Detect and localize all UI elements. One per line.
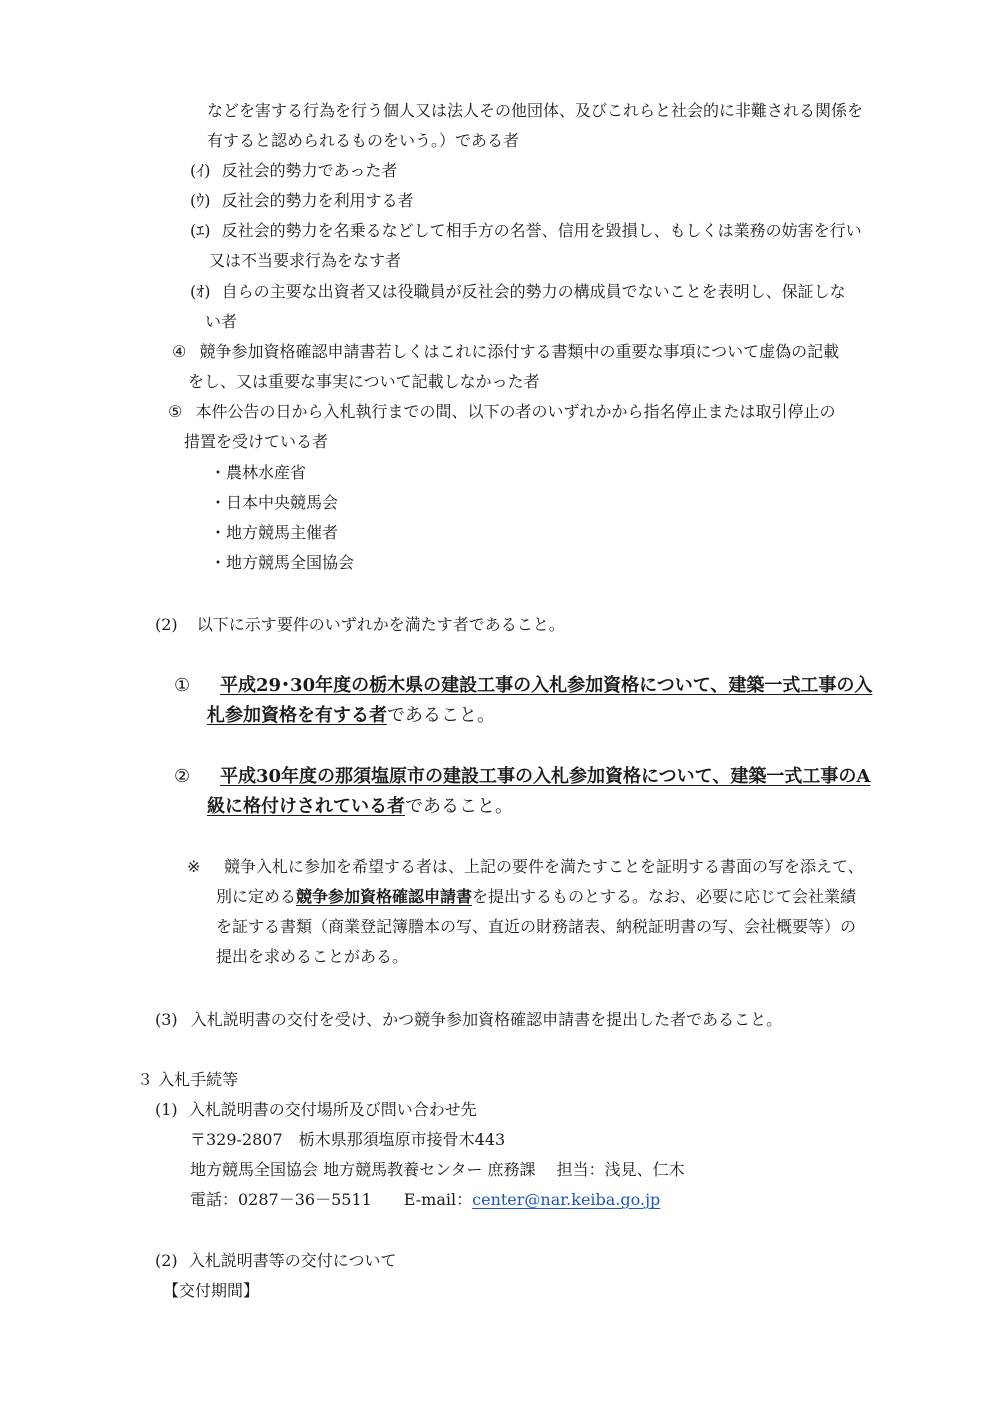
requirement-2-mark: ② xyxy=(174,766,191,787)
subsection-1-mark: (1) xyxy=(155,1100,178,1119)
delivery-period-label: 【交付期間】 xyxy=(163,1281,260,1300)
note-line-2-post: を提出するものとする。なお、必要に応じて会社業績 xyxy=(472,887,857,906)
definition-line-1: などを害する行為を行う個人又は法人その他団体、及びこれらと社会的に非難される関係を xyxy=(207,101,864,120)
section-3 xyxy=(155,1010,782,1030)
section-3-text: 入札説明書の交付を受け、かつ競争参加資格確認申請書を提出した者であること。 xyxy=(190,1010,783,1029)
org-list-item: ・地方競馬主催者 xyxy=(210,523,339,542)
note-line-3: を証する書類（商業登記簿謄本の写、直近の財務諸表、納税証明書の写、会社概要等）の xyxy=(216,917,857,936)
subsection-1 xyxy=(155,1100,477,1120)
definition-line-2: 有すると認められるものをいう。）である者 xyxy=(207,131,520,150)
subitem-u xyxy=(190,191,414,211)
note-line-2-pre: 別に定める xyxy=(216,887,297,906)
subitem-u-text: 反社会的勢力を利用する者 xyxy=(221,191,414,210)
subsection-2-title: 入札説明書等の交付について xyxy=(188,1251,397,1270)
subsection-2-mark: (2) xyxy=(155,1251,178,1270)
requirement-2-rest: であること。 xyxy=(405,796,513,817)
section-2-text: 以下に示す要件のいずれかを満たす者であること。 xyxy=(196,615,565,634)
postal-address: 〒329-2807 栃木県那須塩原市接骨木443 xyxy=(190,1130,506,1149)
subitem-o-text: 自らの主要な出資者又は役職員が反社会的勢力の構成員でないことを表明し、保証しな xyxy=(221,282,846,301)
requirement-1-mark: ① xyxy=(174,675,191,696)
email-link[interactable]: center@nar.keiba.go.jp xyxy=(472,1190,661,1209)
requirement-1-emphasis: 札参加資格を有する者 xyxy=(207,705,387,726)
subitem-i xyxy=(190,161,397,181)
subitem-e-text: 反社会的勢力を名乗るなどして相手方の名誉、信用を毀損し、もしくは業務の妨害を行い xyxy=(221,221,862,240)
requirement-2-line-2 xyxy=(207,795,513,819)
requirement-1-rest: であること。 xyxy=(387,705,495,726)
contact-phone: 電話：0287－36－5511 E-mail： xyxy=(190,1190,473,1209)
org-list-item: ・日本中央競馬会 xyxy=(210,493,339,512)
item-5-line-2: 措置を受けている者 xyxy=(184,432,329,451)
subitem-o-mark: (ｵ) xyxy=(190,282,211,301)
item-4-text: 競争参加資格確認申請書若しくはこれに添付する書類中の重要な事項について虚偽の記載 xyxy=(199,342,840,361)
note-line-4: 提出を求めることがある。 xyxy=(216,947,409,966)
subitem-e-mark: (ｴ) xyxy=(190,221,211,240)
item-5-text: 本件公告の日から入札執行までの間、以下の者のいずれかから指名停止または取引停止の xyxy=(195,402,836,421)
requirement-2-line-1: 平成30年度の那須塩原市の建設工事の入札参加資格について、建築一式工事のA xyxy=(220,766,871,787)
item-5-mark: ⑤ xyxy=(168,402,183,421)
chapter-3-heading: ３ 入札手続等 xyxy=(137,1070,239,1089)
section-2-mark: (2) xyxy=(155,615,178,634)
item-5 xyxy=(168,402,835,422)
note-mark: ※ xyxy=(187,857,201,876)
contact-organization: 地方競馬全国協会 地方競馬教養センター 庶務課 担当：浅見、仁木 xyxy=(190,1160,685,1179)
note-line-2 xyxy=(216,887,856,907)
application-form-emphasis: 競争参加資格確認申請書 xyxy=(296,887,473,906)
contact-phone-email xyxy=(190,1190,660,1210)
note-line-1: 競争入札に参加を希望する者は、上記の要件を満たすことを証明する書面の写を添えて、 xyxy=(224,857,864,876)
requirement-2-emphasis: 級に格付けされている者 xyxy=(207,796,405,817)
subsection-1-title: 入札説明書の交付場所及び問い合わせ先 xyxy=(188,1100,477,1119)
subitem-o xyxy=(190,282,846,302)
item-4-line-2: をし、又は重要な事実について記載しなかった者 xyxy=(188,372,540,391)
org-list-item: ・農林水産省 xyxy=(210,463,307,482)
subitem-u-mark: (ｳ) xyxy=(190,191,211,210)
subitem-o-line-2: い者 xyxy=(205,312,238,331)
subitem-e-line-2: 又は不当要求行為をなす者 xyxy=(209,251,402,270)
requirement-1-line-1: 平成29･30年度の栃木県の建設工事の入札参加資格について、建築一式工事の入 xyxy=(220,675,873,696)
requirement-1-line-2 xyxy=(207,704,495,728)
org-list-item: ・地方競馬全国協会 xyxy=(210,553,355,572)
item-4 xyxy=(172,342,839,362)
subitem-e xyxy=(190,221,862,241)
subitem-i-text: 反社会的勢力であった者 xyxy=(221,161,398,180)
subitem-i-mark: (ｲ) xyxy=(190,161,211,180)
subsection-2 xyxy=(155,1251,396,1271)
section-2 xyxy=(155,615,565,635)
section-3-mark: (3) xyxy=(155,1010,178,1029)
item-4-mark: ④ xyxy=(172,342,187,361)
